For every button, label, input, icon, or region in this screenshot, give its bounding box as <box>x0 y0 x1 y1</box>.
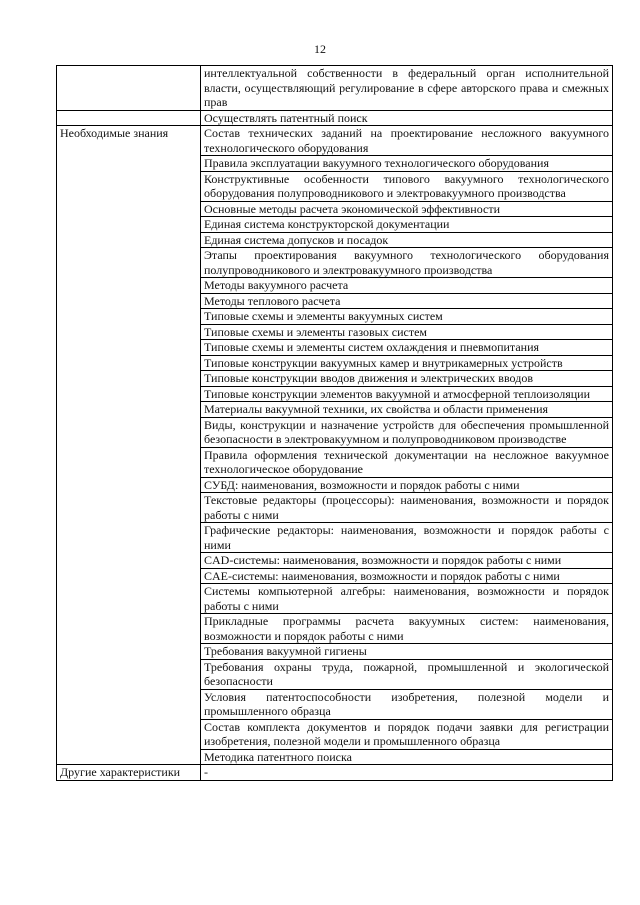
knowledge-item: Типовые конструкции вводов движения и электрических вводов <box>201 371 613 387</box>
knowledge-item: Основные методы расчета экономической эффективности <box>201 201 613 217</box>
empty-label-cell <box>57 66 201 111</box>
knowledge-item: Типовые конструкции вакуумных камер и внутрикамерных устройств <box>201 355 613 371</box>
table-row <box>57 110 613 126</box>
table-row <box>57 765 613 781</box>
knowledge-item: Методы теплового расчета <box>201 293 613 309</box>
knowledge-item: Требования вакуумной гигиены <box>201 644 613 660</box>
table-row <box>57 126 613 156</box>
knowledge-item: Типовые схемы и элементы систем охлаждения и пневмопитания <box>201 340 613 356</box>
knowledge-item: Графические редакторы: наименования, возможности и порядок работы с ними <box>201 523 613 553</box>
requirements-table <box>56 65 613 781</box>
other-characteristics-value: - <box>201 765 613 781</box>
knowledge-item: СУБД: наименования, возможности и порядок работы с ними <box>201 477 613 493</box>
knowledge-item: Прикладные программы расчета вакуумных систем: наименования, возможности и порядок работы с ними <box>201 614 613 644</box>
knowledge-item: Единая система конструкторской документации <box>201 217 613 233</box>
knowledge-item: Типовые схемы и элементы газовых систем <box>201 324 613 340</box>
knowledge-item: Виды, конструкции и назначение устройств для обеспечения промышленной безопасности в электровакуумном и полупроводниковом производстве <box>201 417 613 447</box>
knowledge-item: Системы компьютерной алгебры: наименования, возможности и порядок работы с ними <box>201 584 613 614</box>
knowledge-item: CAD-системы: наименования, возможности и порядок работы с ними <box>201 553 613 569</box>
knowledge-item: CAE-системы: наименования, возможности и порядок работы с ними <box>201 568 613 584</box>
knowledge-item: Требования охраны труда, пожарной, промышленной и экологической безопасности <box>201 659 613 689</box>
empty-label-cell <box>57 110 201 126</box>
skill-cell: интеллектуальной собственности в федеральный орган исполнительной власти, осуществляющий регулирование в сфере авторского права и смежных прав <box>201 66 613 111</box>
knowledge-item: Методы вакуумного расчета <box>201 278 613 294</box>
knowledge-label: Необходимые знания <box>57 126 201 765</box>
knowledge-item: Состав технических заданий на проектирование несложного вакуумного технологического оборудования <box>201 126 613 156</box>
knowledge-item: Этапы проектирования вакуумного технологического оборудования полупроводникового и электровакуумного производства <box>201 248 613 278</box>
page-number: 12 <box>314 42 326 56</box>
knowledge-item: Условия патентоспособности изобретения, полезной модели и промышленного образца <box>201 689 613 719</box>
knowledge-item: Материалы вакуумной техники, их свойства и области применения <box>201 402 613 418</box>
requirements-table-body <box>57 66 613 781</box>
table-row <box>57 66 613 111</box>
other-characteristics-label: Другие характеристики <box>57 765 201 781</box>
skill-cell: Осуществлять патентный поиск <box>201 110 613 126</box>
knowledge-item: Правила оформления технической документации на несложное вакуумное технологическое оборудование <box>201 447 613 477</box>
knowledge-item: Типовые схемы и элементы вакуумных систем <box>201 309 613 325</box>
knowledge-item: Правила эксплуатации вакуумного технологического оборудования <box>201 156 613 172</box>
knowledge-item: Единая система допусков и посадок <box>201 232 613 248</box>
knowledge-item: Текстовые редакторы (процессоры): наименования, возможности и порядок работы с ними <box>201 493 613 523</box>
knowledge-item: Состав комплекта документов и порядок подачи заявки для регистрации изобретения, полезной модели и промышленного образца <box>201 719 613 749</box>
knowledge-item: Типовые конструкции элементов вакуумной и атмосферной теплоизоляции <box>201 386 613 402</box>
knowledge-item: Методика патентного поиска <box>201 749 613 765</box>
knowledge-item: Конструктивные особенности типового вакуумного технологического оборудования полупроводникового и электровакуумного производства <box>201 171 613 201</box>
